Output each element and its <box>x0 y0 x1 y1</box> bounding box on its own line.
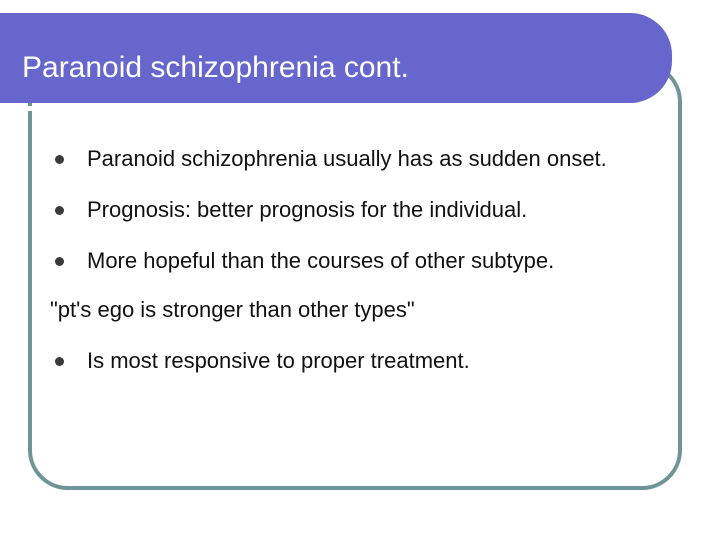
bullet-item <box>50 146 607 172</box>
bullet-dot-icon <box>55 206 64 215</box>
bullet-text: Prognosis: better prognosis for the individual. <box>87 197 528 222</box>
bullet-dot-icon <box>55 357 64 366</box>
bullet-item <box>50 248 554 274</box>
bullet-dot-icon <box>55 257 64 266</box>
bullet-text: Paranoid schizophrenia usually has as sudden onset. <box>87 146 607 171</box>
bullet-text: Is most responsive to proper treatment. <box>87 348 470 373</box>
bullet-item <box>50 197 527 223</box>
bullet-item <box>50 348 470 374</box>
note-text: "pt's ego is stronger than other types" <box>50 297 415 322</box>
bullet-dot-icon <box>55 155 64 164</box>
bullet-text: More hopeful than the courses of other subtype. <box>87 248 555 273</box>
slide-title: Paranoid schizophrenia cont. <box>22 51 409 84</box>
quoted-note <box>50 297 415 323</box>
